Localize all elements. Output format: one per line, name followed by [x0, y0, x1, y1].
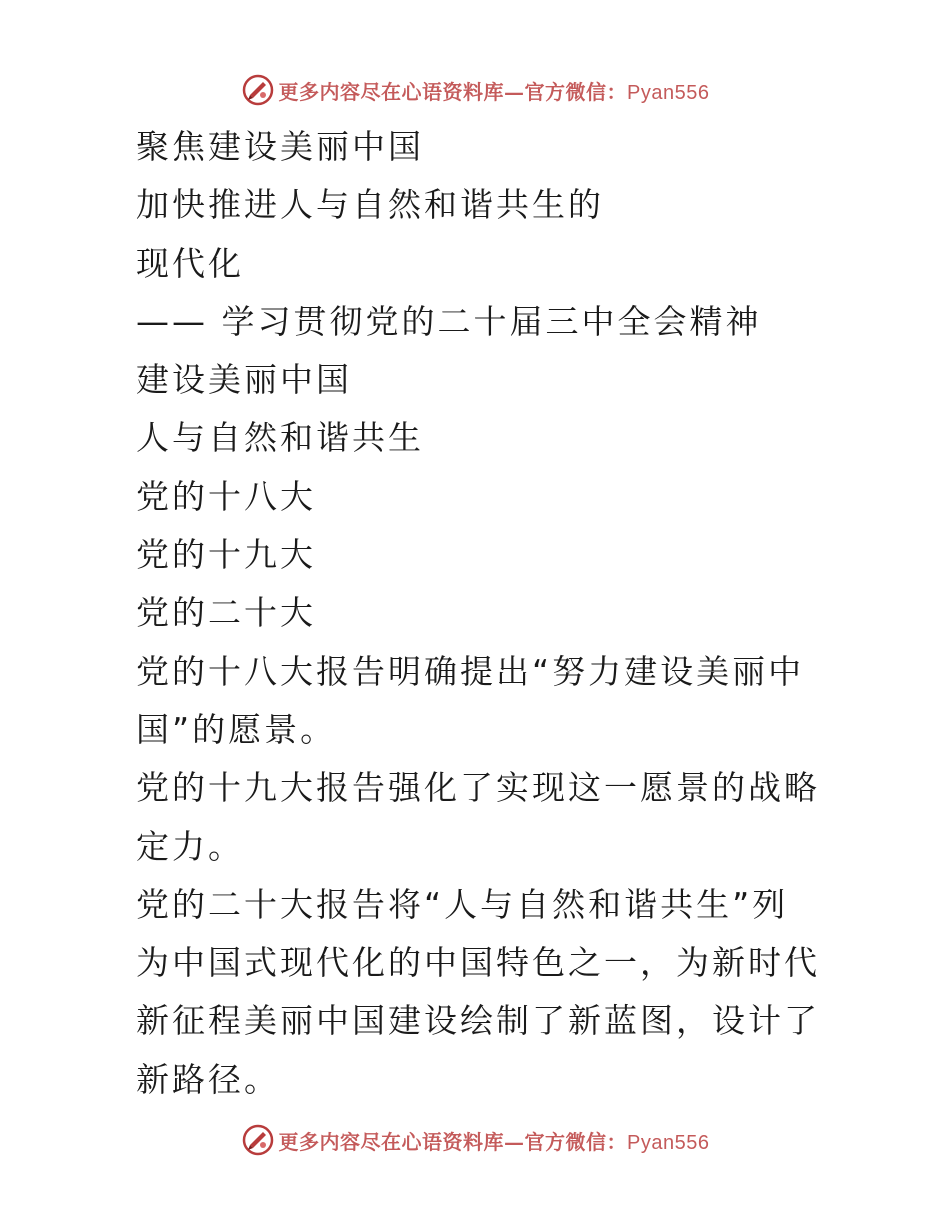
footer-wechat-label: 官方微信：: [524, 1129, 628, 1154]
footer-banner: [0, 1120, 950, 1160]
doc-line: 建设美丽中国: [136, 360, 352, 400]
header-banner-text: [279, 76, 710, 105]
footer-banner-text: [279, 1126, 710, 1155]
header-banner: [0, 70, 950, 110]
doc-line: 党的二十大报告将“人与自然和谐共生”列: [136, 884, 789, 924]
footer-wechat-id: Pyan556: [627, 1131, 710, 1154]
doc-line: 人与自然和谐共生: [136, 418, 424, 458]
doc-line: 为中国式现代化的中国特色之一，为新时代: [136, 943, 820, 983]
header-dash: —: [504, 79, 525, 104]
doc-line: 新路径。: [136, 1059, 280, 1099]
doc-line: 聚焦建设美丽中国: [136, 127, 424, 166]
doc-line: 党的十八大报告明确提出“努力建设美丽中: [136, 651, 805, 691]
doc-line: 党的二十大: [136, 593, 316, 633]
doc-line: 定力。: [136, 826, 244, 866]
doc-line: 现代化: [136, 243, 244, 283]
doc-line: 国”的愿景。: [136, 709, 337, 749]
header-wechat-id: Pyan556: [627, 81, 710, 104]
header-banner-inner: [241, 73, 710, 107]
doc-line: 加快推进人与自然和谐共生的: [136, 185, 604, 225]
doc-line: 新征程美丽中国建设绘制了新蓝图，设计了: [136, 1001, 820, 1041]
footer-banner-inner: [241, 1123, 710, 1157]
header-brand: 更多内容尽在心语资料库: [278, 79, 505, 104]
doc-line: —— 学习贯彻党的二十届三中全会精神: [136, 301, 762, 341]
doc-line: 党的十九大: [136, 535, 316, 575]
doc-line: 党的十八大: [136, 476, 316, 516]
footer-dash: —: [504, 1129, 525, 1154]
doc-line: 党的十九大报告强化了实现这一愿景的战略: [136, 768, 820, 808]
pen-logo-icon: [241, 73, 275, 107]
document-body: [136, 118, 820, 1109]
footer-brand: 更多内容尽在心语资料库: [278, 1129, 505, 1154]
pen-logo-icon: [241, 1123, 275, 1157]
header-wechat-label: 官方微信：: [524, 79, 628, 104]
